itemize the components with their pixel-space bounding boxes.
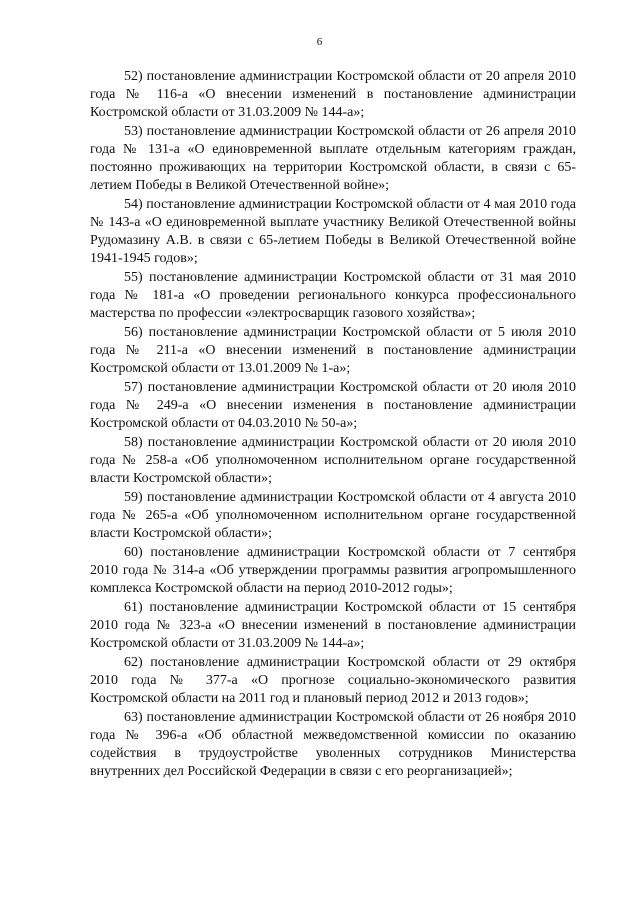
list-item-53: 53) постановление администрации Костромской области от 26 апреля 2010 года № 131-а «О единовременной выплате отдельным категориям граждан, постоянно проживающих на территории Костромской области, в связи с 65-летием Победы в Великой Отечественной войне»; [90,124,576,193]
page-number: 6 [316,36,323,48]
list-item-60: 60) постановление администрации Костромской области от 7 сентября 2010 года № 314-а «Об утверждении программы развития агропромышленного комплекса Костромской области на период 2010-2012 годы»; [90,545,576,596]
document-body [90,68,576,782]
list-item-61: 61) постановление администрации Костромской области от 15 сентября 2010 года № 323-а «О внесении изменений в постановление администрации Костромской области от 31.03.2009 № 144-а»; [90,600,576,651]
list-item-63: 63) постановление администрации Костромской области от 26 ноября 2010 года № 396-а «Об областной межведомственной комиссии по оказанию содействия в трудоустройстве уволенных сотрудников Министерства внутренних дел Российской Федерации в связи с его реорганизацией»; [90,710,576,779]
list-item-57: 57) постановление администрации Костромской области от 20 июля 2010 года № 249-а «О внесении изменения в постановление администрации Костромской области от 04.03.2010 № 50-а»; [90,380,576,431]
list-item-54: 54) постановление администрации Костромской области от 4 мая 2010 года № 143-а «О единовременной выплате участнику Великой Отечественной войны Рудомазину А.В. в связи с 65-летием Победы в Великой Отечественной войне 1941-1945 годов»; [90,197,576,266]
list-item-52: 52) постановление администрации Костромской области от 20 апреля 2010 года № 116-а «О внесении изменений в постановление администрации Костромской области от 31.03.2009 № 144-а»; [90,69,576,120]
list-item-59: 59) постановление администрации Костромской области от 4 августа 2010 года № 265-а «Об уполномоченном исполнительном органе государственной власти Костромской области»; [90,490,576,541]
list-item-62: 62) постановление администрации Костромской области от 29 октября 2010 года № 377-а «О прогнозе социально-экономического развития Костромской области на 2011 год и плановый период 2012 и 2013 годов»; [90,655,576,706]
list-item-55: 55) постановление администрации Костромской области от 31 мая 2010 года № 181-а «О проведении регионального конкурса профессионального мастерства по профессии «электросварщик газового хозяйства»; [90,270,576,321]
list-item-58: 58) постановление администрации Костромской области от 20 июля 2010 года № 258-а «Об уполномоченном исполнительном органе государственной власти Костромской области»; [90,435,576,486]
list-item-56: 56) постановление администрации Костромской области от 5 июля 2010 года № 211-а «О внесении изменений в постановление администрации Костромской области от 13.01.2009 № 1-а»; [90,325,576,376]
